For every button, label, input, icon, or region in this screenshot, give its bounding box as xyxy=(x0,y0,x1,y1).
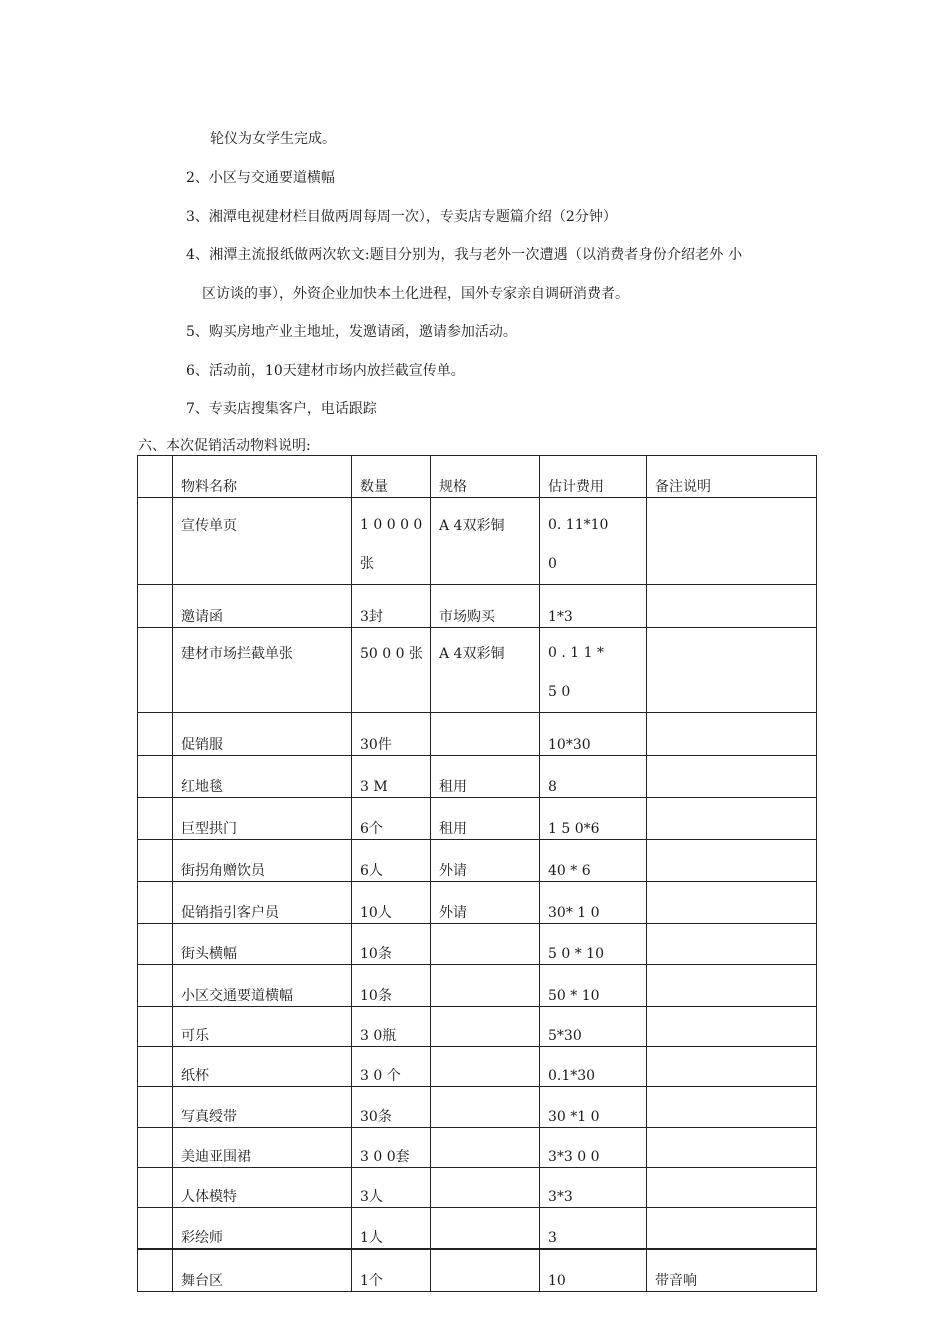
cell-text: 6个 xyxy=(360,821,383,837)
header-quantity-cell xyxy=(352,456,431,498)
cell-text: 促销服 xyxy=(181,737,223,753)
cell-text: 30 *1 0 xyxy=(548,1109,600,1125)
header-material-name-cell xyxy=(173,456,352,498)
remark-cell xyxy=(647,1007,817,1047)
cost-cell xyxy=(540,628,647,713)
paragraph-item-4-cont: 区访谈的事），外资企业加快本土化进程，国外专家亲自调研消费者。 xyxy=(202,286,629,302)
cell-text: 建材市场拦截单张 xyxy=(181,646,293,662)
table-row xyxy=(138,1168,817,1208)
header-cost-cell xyxy=(540,456,647,498)
cell-text xyxy=(647,1208,816,1228)
quantity-cell xyxy=(352,840,431,882)
table-row xyxy=(138,798,817,840)
cell-text: 10*30 xyxy=(548,737,591,753)
table-row xyxy=(138,1087,817,1128)
remark-cell xyxy=(647,1168,817,1208)
spec-cell xyxy=(431,1087,540,1128)
remark-cell xyxy=(647,1249,817,1292)
cost-cell xyxy=(540,713,647,756)
cell-text: 3*3 0 0 xyxy=(548,1149,600,1165)
cost-cell xyxy=(540,585,647,628)
cell-text xyxy=(647,498,816,516)
cell-text: 纸杯 xyxy=(181,1068,209,1084)
row-index-cell xyxy=(138,1128,173,1168)
cost-cell xyxy=(540,1007,647,1047)
cell-text: 彩绘师 xyxy=(181,1230,223,1246)
cell-text: A 4双彩铜 xyxy=(439,646,505,662)
quantity-cell xyxy=(352,1047,431,1087)
material-name-cell xyxy=(173,585,352,628)
material-name-cell xyxy=(173,798,352,840)
cell-text: 10人 xyxy=(360,905,392,921)
table-row xyxy=(138,713,817,756)
cell-text: 0.1*30 xyxy=(548,1068,596,1084)
paragraph-item-2: 2、小区与交通要道横幅 xyxy=(186,170,335,186)
cell-text xyxy=(647,713,816,735)
quantity-cell xyxy=(352,1249,431,1292)
cell-text: 美迪亚围裙 xyxy=(181,1149,251,1165)
cell-text: 可乐 xyxy=(181,1028,209,1044)
remark-cell xyxy=(647,585,817,628)
cell-text xyxy=(431,1047,539,1066)
material-name-cell xyxy=(173,1007,352,1047)
cell-text: 40 * 6 xyxy=(548,863,591,879)
cell-text xyxy=(431,924,539,944)
cost-cell xyxy=(540,882,647,924)
cell-text xyxy=(431,1208,539,1228)
cell-text xyxy=(647,924,816,944)
spec-cell xyxy=(431,498,540,585)
table-row xyxy=(138,840,817,882)
column-header: 规格 xyxy=(439,479,467,495)
cell-text: 市场购买 xyxy=(439,609,495,625)
material-name-cell xyxy=(173,1047,352,1087)
quantity-cell xyxy=(352,965,431,1007)
remark-cell xyxy=(647,924,817,965)
cell-text xyxy=(647,756,816,777)
cell-text: 3 M xyxy=(360,779,388,795)
cost-cell xyxy=(540,756,647,798)
cell-text: 街拐角赠饮员 xyxy=(181,863,265,879)
cost-cell xyxy=(540,1087,647,1128)
cell-text: 租用 xyxy=(439,821,467,837)
cell-text: 3人 xyxy=(360,1189,383,1205)
cell-text: 50 0 0 张 xyxy=(360,646,423,662)
cell-text: 3 0瓶 xyxy=(360,1028,397,1044)
cell-text: 1人 xyxy=(360,1230,383,1246)
cell-text: 舞台区 xyxy=(181,1273,223,1289)
paragraph-item-4: 4、湘潭主流报纸做两次软文:题目分别为，我与老外一次遭遇（以消费者身份介绍老外 小 xyxy=(186,247,743,263)
cell-text xyxy=(647,1087,816,1107)
remark-cell xyxy=(647,1047,817,1087)
table-row xyxy=(138,756,817,798)
table-row xyxy=(138,585,817,628)
paragraph-item-5: 5、购买房地产业主地址，发邀请函，邀请参加活动。 xyxy=(186,324,517,340)
cell-text xyxy=(647,882,816,903)
cell-text: 外请 xyxy=(439,863,467,879)
material-name-cell xyxy=(173,882,352,924)
cost-cell xyxy=(540,498,647,585)
row-index-cell xyxy=(138,628,173,713)
quantity-cell xyxy=(352,1007,431,1047)
column-header: 数量 xyxy=(360,479,388,495)
cell-text: 外请 xyxy=(439,905,467,921)
remark-cell xyxy=(647,713,817,756)
row-index-cell xyxy=(138,840,173,882)
material-name-cell xyxy=(173,713,352,756)
cost-cell xyxy=(540,924,647,965)
materials-table xyxy=(137,455,817,1292)
row-index-cell xyxy=(138,498,173,585)
cell-text: 租用 xyxy=(439,779,467,795)
cell-text: 邀请函 xyxy=(181,609,223,625)
spec-cell xyxy=(431,798,540,840)
remark-cell xyxy=(647,628,817,713)
cell-text xyxy=(431,1250,539,1271)
column-header: 备注说明 xyxy=(655,479,711,495)
cell-text: 50 * 10 xyxy=(548,988,600,1004)
material-name-cell xyxy=(173,1128,352,1168)
quantity-cell xyxy=(352,713,431,756)
cell-text: 10条 xyxy=(360,988,392,1004)
table-row xyxy=(138,628,817,713)
cell-text: 1个 xyxy=(360,1273,383,1289)
table-row xyxy=(138,882,817,924)
quantity-cell xyxy=(352,798,431,840)
spec-cell xyxy=(431,1249,540,1292)
spec-cell xyxy=(431,628,540,713)
material-name-cell xyxy=(173,965,352,1007)
spec-cell xyxy=(431,713,540,756)
cell-text xyxy=(647,798,816,819)
material-name-cell xyxy=(173,1249,352,1292)
spec-cell xyxy=(431,1007,540,1047)
quantity-cell xyxy=(352,585,431,628)
cell-text: 促销指引客户员 xyxy=(181,905,279,921)
table-row xyxy=(138,498,817,585)
column-header: 估计费用 xyxy=(548,479,604,495)
cost-cell xyxy=(540,840,647,882)
cost-cell xyxy=(540,798,647,840)
cell-text: 5*30 xyxy=(548,1028,582,1044)
cell-text: 红地毯 xyxy=(181,779,223,795)
quantity-cell xyxy=(352,1087,431,1128)
row-index-cell xyxy=(138,1249,173,1292)
cell-text xyxy=(431,1087,539,1107)
remark-cell xyxy=(647,1087,817,1128)
cell-text: 1 0 0 0 0 张 xyxy=(360,517,423,572)
row-index-cell xyxy=(138,1087,173,1128)
remark-cell xyxy=(647,965,817,1007)
remark-cell xyxy=(647,798,817,840)
cell-text: 人体模特 xyxy=(181,1189,237,1205)
quantity-cell xyxy=(352,756,431,798)
quantity-cell xyxy=(352,1128,431,1168)
cell-text: 1*3 xyxy=(548,609,573,625)
material-name-cell xyxy=(173,924,352,965)
cell-text: 30件 xyxy=(360,737,392,753)
remark-cell xyxy=(647,1128,817,1168)
spec-cell xyxy=(431,756,540,798)
row-index-cell xyxy=(138,456,173,498)
cell-text: 0 . 1 1 * 5 0 xyxy=(548,645,604,700)
cell-text: 3 0 个 xyxy=(360,1068,401,1084)
cell-text: 5 0 * 10 xyxy=(548,946,604,962)
cell-text: 3 0 0套 xyxy=(360,1149,410,1165)
remark-cell xyxy=(647,882,817,924)
cell-text: 1 5 0*6 xyxy=(548,821,600,837)
cell-text: 街头横幅 xyxy=(181,946,237,962)
spec-cell xyxy=(431,1208,540,1250)
cell-text xyxy=(431,965,539,986)
remark-cell xyxy=(647,756,817,798)
cell-text xyxy=(647,585,816,607)
table-row xyxy=(138,1128,817,1168)
cell-text xyxy=(647,1168,816,1187)
cost-cell xyxy=(540,1249,647,1292)
material-name-cell xyxy=(173,498,352,585)
paragraph-item-7: 7、专卖店搜集客户，电话跟踪 xyxy=(186,401,377,417)
quantity-cell xyxy=(352,498,431,585)
cell-text xyxy=(647,965,816,986)
material-name-cell xyxy=(173,1087,352,1128)
cell-text: 30* 1 0 xyxy=(548,905,600,921)
remark-cell xyxy=(647,1208,817,1250)
quantity-cell xyxy=(352,882,431,924)
cell-text: 宣传单页 xyxy=(181,518,237,534)
row-index-cell xyxy=(138,798,173,840)
cell-text xyxy=(647,840,816,861)
cell-text xyxy=(647,1128,816,1147)
header-spec-cell xyxy=(431,456,540,498)
row-index-cell xyxy=(138,965,173,1007)
row-index-cell xyxy=(138,1007,173,1047)
row-index-cell xyxy=(138,1168,173,1208)
spec-cell xyxy=(431,1168,540,1208)
table-row xyxy=(138,1007,817,1047)
cell-text: 10 xyxy=(548,1273,566,1289)
material-name-cell xyxy=(173,840,352,882)
cost-cell xyxy=(540,1128,647,1168)
cell-text: 小区交通要道横幅 xyxy=(181,988,293,1004)
cell-text: 8 xyxy=(548,779,557,795)
row-index-cell xyxy=(138,1208,173,1250)
cell-text: 30条 xyxy=(360,1109,392,1125)
cell-text: A 4双彩铜 xyxy=(439,518,505,534)
row-index-cell xyxy=(138,924,173,965)
cost-cell xyxy=(540,1208,647,1250)
cell-text xyxy=(431,1168,539,1187)
table-row xyxy=(138,1249,817,1292)
table-row xyxy=(138,965,817,1007)
column-header: 物料名称 xyxy=(181,479,237,495)
spec-cell xyxy=(431,1128,540,1168)
cell-text: 3 xyxy=(548,1230,557,1246)
spec-cell xyxy=(431,1047,540,1087)
section-title: 六、本次促销活动物料说明: xyxy=(138,438,311,454)
table-row xyxy=(138,1208,817,1250)
cell-text: 巨型拱门 xyxy=(181,821,237,837)
quantity-cell xyxy=(352,924,431,965)
cell-text xyxy=(431,713,539,735)
table-row xyxy=(138,924,817,965)
material-name-cell xyxy=(173,756,352,798)
spec-cell xyxy=(431,585,540,628)
cost-cell xyxy=(540,965,647,1007)
quantity-cell xyxy=(352,1168,431,1208)
cell-text xyxy=(647,1007,816,1026)
row-index-cell xyxy=(138,1047,173,1087)
cost-cell xyxy=(540,1168,647,1208)
material-name-cell xyxy=(173,628,352,713)
cell-text xyxy=(431,1128,539,1147)
row-index-cell xyxy=(138,713,173,756)
spec-cell xyxy=(431,882,540,924)
remark-cell xyxy=(647,840,817,882)
remark-cell xyxy=(647,498,817,585)
cell-text xyxy=(647,1047,816,1066)
cell-text xyxy=(431,1007,539,1026)
cell-text: 3封 xyxy=(360,609,383,625)
cost-cell xyxy=(540,1047,647,1087)
paragraph-item-6: 6、活动前，10天建材市场内放拦截宣传单。 xyxy=(186,363,465,379)
paragraph-item-3: 3、湘潭电视建材栏目做两周每周一次），专卖店专题篇介绍（2分钟） xyxy=(186,209,617,225)
material-name-cell xyxy=(173,1168,352,1208)
header-remark-cell xyxy=(647,456,817,498)
material-name-cell xyxy=(173,1208,352,1250)
cell-text: 3*3 xyxy=(548,1189,573,1205)
cell-text: 6人 xyxy=(360,863,383,879)
cell-text: 0. 11*10 0 xyxy=(548,517,609,572)
cell-text: 写真绶带 xyxy=(181,1109,237,1125)
table-header-row xyxy=(138,456,817,498)
row-index-cell xyxy=(138,882,173,924)
quantity-cell xyxy=(352,628,431,713)
cell-text: 10条 xyxy=(360,946,392,962)
row-index-cell xyxy=(138,756,173,798)
quantity-cell xyxy=(352,1208,431,1250)
spec-cell xyxy=(431,840,540,882)
cell-text: 带音响 xyxy=(655,1273,697,1289)
cell-text xyxy=(647,628,816,644)
row-index-cell xyxy=(138,585,173,628)
table-row xyxy=(138,1047,817,1087)
paragraph-continuation: 轮仪为女学生完成。 xyxy=(210,131,336,147)
spec-cell xyxy=(431,965,540,1007)
spec-cell xyxy=(431,924,540,965)
